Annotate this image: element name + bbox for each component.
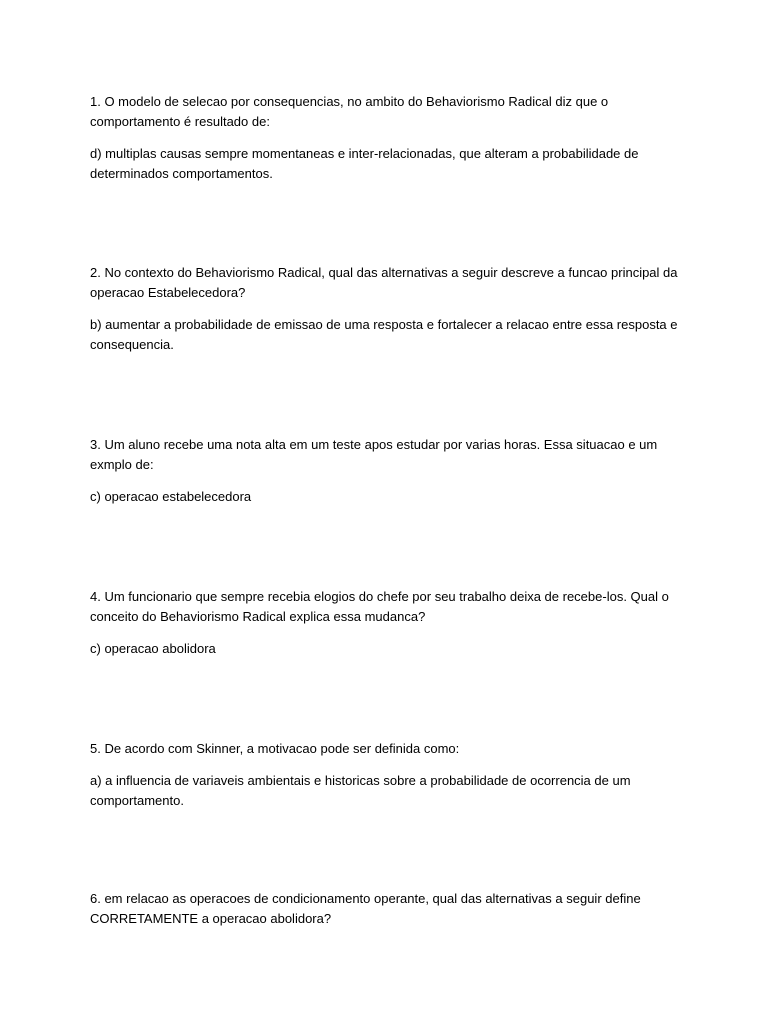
question-block-1	[90, 92, 680, 184]
answer-text-2: b) aumentar a probabilidade de emissao de uma resposta e fortalecer a relacao entre essa resposta e consequencia.	[90, 317, 678, 352]
question-block-2	[90, 263, 680, 355]
question-text-2: 2. No contexto do Behaviorismo Radical, qual das alternativas a seguir descreve a funcao principal da operacao Estabelecedora?	[90, 265, 678, 300]
answer-text-5: a) a influencia de variaveis ambientais e historicas sobre a probabilidade de ocorrencia de um comportamento.	[90, 773, 631, 808]
question-text-5: 5. De acordo com Skinner, a motivacao pode ser definida como:	[90, 741, 460, 756]
question-block-3	[90, 435, 680, 507]
question-block-6	[90, 889, 680, 929]
question-text-6: 6. em relacao as operacoes de condicionamento operante, qual das alternativas a seguir define CORRETAMENTE a operacao abolidora?	[90, 891, 641, 926]
question-block-5	[90, 739, 680, 811]
question-text-1: 1. O modelo de selecao por consequencias, no ambito do Behaviorismo Radical diz que o comportamento é resultado de:	[90, 94, 609, 129]
question-block-4	[90, 587, 680, 659]
answer-text-1: d) multiplas causas sempre momentaneas e inter-relacionadas, que alteram a probabilidade de determinados comportamentos.	[90, 146, 639, 181]
question-text-4: 4. Um funcionario que sempre recebia elogios do chefe por seu trabalho deixa de recebe-los. Qual o conceito do Behaviorismo Radical explica essa mudanca?	[90, 589, 669, 624]
answer-text-3: c) operacao estabelecedora	[90, 489, 252, 504]
question-text-3: 3. Um aluno recebe uma nota alta em um teste apos estudar por varias horas. Essa situacao e um exmplo de:	[90, 437, 658, 472]
answer-text-4: c) operacao abolidora	[90, 641, 216, 656]
